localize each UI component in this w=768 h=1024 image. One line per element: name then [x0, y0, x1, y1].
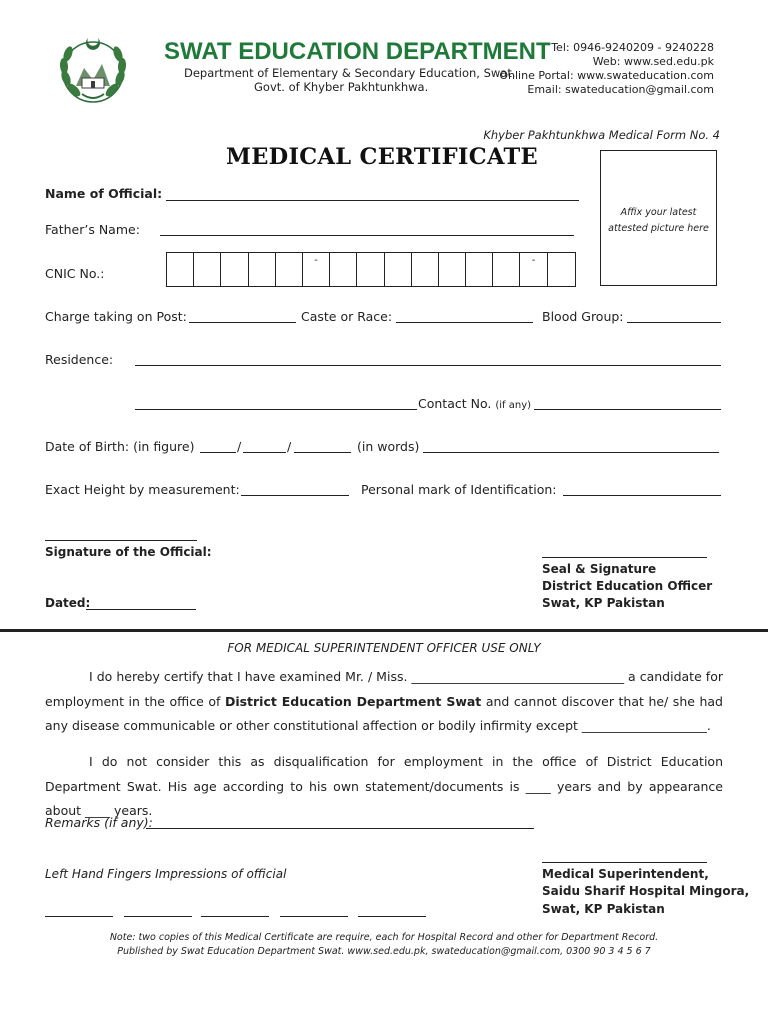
caste-field[interactable] [396, 322, 533, 323]
finger-impression-4[interactable] [280, 916, 348, 917]
dob-separator: / [287, 439, 292, 454]
disqualification-paragraph: I do not consider this as disqualification for employment in the office of District Education Department Swat. His age according to his own statement/documents is ____ years and by appearance about ____ years. [45, 754, 723, 818]
official-signature-label: Signature of the Official: [45, 545, 212, 559]
cnic-cell[interactable] [412, 253, 439, 286]
online-portal: Online Portal: www.swateducation.com [499, 69, 714, 82]
height-field[interactable] [241, 495, 349, 496]
dob-month-field[interactable] [243, 452, 286, 453]
finger-impression-2[interactable] [124, 916, 192, 917]
publisher-note: Published by Swat Education Department Swat. www.sed.edu.pk, swateducation@gmail.com, 0300 90 3 4 5 6 7 [117, 946, 651, 957]
fathers-name-field[interactable] [160, 235, 574, 236]
copies-note: Note: two copies of this Medical Certificate are require, each for Hospital Record and other for Department Record. [109, 932, 659, 943]
name-of-official-field[interactable] [166, 200, 579, 201]
certificate-title: MEDICAL CERTIFICATE [226, 144, 538, 170]
cnic-cell[interactable] [167, 253, 194, 286]
remarks-field[interactable] [146, 828, 534, 829]
official-signature-line[interactable] [45, 540, 197, 541]
name-of-official-label: Name of Official: [45, 186, 163, 201]
cnic-cell[interactable] [385, 253, 412, 286]
government-subtitle: Govt. of Khyber Pakhtunkhwa. [254, 80, 429, 94]
residence-label: Residence: [45, 352, 114, 367]
ms-signature-line[interactable] [542, 862, 707, 863]
contact-no-field[interactable] [534, 409, 721, 410]
cnic-cell[interactable] [439, 253, 466, 286]
ms-section-heading: FOR MEDICAL SUPERINTENDENT OFFICER USE ONLY [227, 641, 541, 655]
cnic-cell[interactable] [330, 253, 357, 286]
dob-year-field[interactable] [294, 452, 351, 453]
ms-location: Swat, KP Pakistan [542, 902, 665, 916]
dob-label: Date of Birth: (in figure) [45, 439, 195, 454]
ms-title: Medical Superintendent, [542, 867, 709, 881]
photo-instruction-2: attested picture here [608, 223, 709, 234]
personal-mark-field[interactable] [563, 495, 721, 496]
cnic-cell[interactable] [194, 253, 221, 286]
kp-government-logo [52, 28, 134, 110]
cnic-cell[interactable] [466, 253, 493, 286]
finger-impressions-label: Left Hand Fingers Impressions of official [45, 867, 287, 881]
deo-signature-line[interactable] [542, 557, 707, 558]
deo-seal-label: Seal & Signature [542, 562, 657, 576]
remarks-label: Remarks (if any): [45, 815, 153, 830]
finger-impression-3[interactable] [201, 916, 269, 917]
cnic-cell-separator[interactable] [520, 253, 547, 286]
department-title: SWAT EDUCATION DEPARTMENT [164, 38, 551, 65]
cnic-cell[interactable] [357, 253, 384, 286]
charge-post-field[interactable] [189, 322, 296, 323]
height-label: Exact Height by measurement: [45, 482, 240, 497]
department-subtitle: Department of Elementary & Secondary Education, Swat. [184, 66, 516, 80]
residence-field-1[interactable] [135, 365, 721, 366]
cnic-cell[interactable] [548, 253, 575, 286]
cnic-cell[interactable] [221, 253, 248, 286]
telephone: Tel: 0946-9240209 - 9240228 [551, 41, 714, 54]
dob-in-words-field[interactable] [423, 452, 719, 453]
photo-box[interactable] [600, 150, 717, 286]
personal-mark-label: Personal mark of Identification: [361, 482, 557, 497]
dob-day-field[interactable] [200, 452, 236, 453]
charge-post-label: Charge taking on Post: [45, 309, 187, 324]
finger-impression-5[interactable] [358, 916, 426, 917]
residence-field-2[interactable] [135, 409, 417, 410]
photo-instruction-1: Affix your latest [620, 207, 697, 218]
ms-hospital: Saidu Sharif Hospital Mingora, [542, 884, 750, 898]
caste-label: Caste or Race: [301, 309, 393, 324]
cnic-label: CNIC No.: [45, 266, 105, 281]
cnic-dash: - [531, 255, 536, 266]
contact-no-label: Contact No. (if any) [418, 396, 532, 411]
cnic-cell[interactable] [249, 253, 276, 286]
deo-location: Swat, KP Pakistan [542, 596, 665, 610]
blood-group-field[interactable] [627, 322, 721, 323]
finger-impression-1[interactable] [45, 916, 113, 917]
dob-separator: / [237, 439, 242, 454]
website: Web: www.sed.edu.pk [592, 55, 714, 68]
certification-paragraph: I do hereby certify that I have examined Mr. / Miss. __________________________________ a candidate for employment in the office of District Education Department Swat and cannot discover that he/ she had any disease communicable or other constitutional affection or bodily infirmity except ____________________. [45, 669, 723, 733]
dated-field[interactable] [86, 609, 196, 610]
cnic-cell[interactable] [276, 253, 303, 286]
candidate-name-field[interactable]: __________________________________ [411, 669, 624, 684]
cnic-boxes[interactable] [166, 252, 576, 287]
form-number: Khyber Pakhtunkhwa Medical Form No. 4 [483, 128, 720, 142]
section-divider [0, 629, 768, 632]
deo-title: District Education Officer [542, 579, 713, 593]
dated-label: Dated: [45, 596, 91, 610]
cnic-cell-separator[interactable] [303, 253, 330, 286]
email: Email: swateducation@gmail.com [527, 83, 714, 96]
blood-group-label: Blood Group: [542, 309, 624, 324]
fathers-name-label: Father’s Name: [45, 222, 140, 237]
cnic-dash: - [314, 255, 318, 266]
dob-in-words-label: (in words) [357, 439, 420, 454]
cnic-cell[interactable] [493, 253, 520, 286]
